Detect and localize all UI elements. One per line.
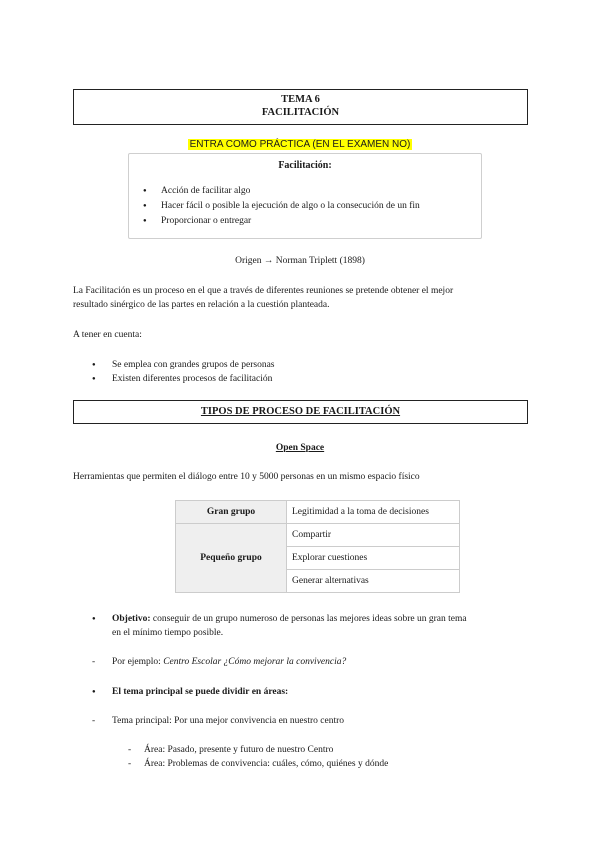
example-item: [92, 655, 346, 669]
example-prefix: Por ejemplo:: [112, 657, 164, 667]
pequeno-grupo-header: Pequeño grupo: [176, 524, 287, 593]
table-row: [176, 501, 460, 524]
main-theme-text: - Tema principal: Por una mejor convivencia en nuestro centro: [92, 714, 344, 728]
list-item: ● Se emplea con grandes grupos de personas: [92, 358, 275, 372]
section-title: TIPOS DE PROCESO DE FACILITACIÓN: [200, 406, 401, 417]
table-cell: Legitimidad a la toma de decisiones: [287, 501, 460, 524]
main-theme-note: [92, 685, 288, 699]
list-item: ● Acción de facilitar algo: [143, 184, 420, 199]
intro-line-2: resultado sinérgico de las partes en relación a la cuestión planteada.: [73, 300, 330, 310]
list-item: - Área: Problemas de convivencia: cuáles, cómo, quiénes y dónde: [128, 757, 388, 771]
table-cell: Generar alternativas: [287, 570, 460, 593]
highlighted-note: ENTRA COMO PRÁCTICA (EN EL EXAMEN NO): [189, 139, 411, 150]
definition-list: [143, 184, 420, 229]
section-title-box: [73, 400, 528, 424]
table-row: [176, 524, 460, 547]
intro-paragraph: [73, 284, 533, 312]
objective-line: [92, 612, 532, 626]
objective-text: conseguir de un grupo numeroso de personas las mejores ideas sobre un gran tema: [150, 614, 467, 624]
practice-note-banner: [0, 139, 600, 150]
table-cell: Explorar cuestiones: [287, 547, 460, 570]
open-space-table: [175, 500, 460, 593]
topic-title: FACILITACIÓN: [261, 107, 340, 118]
notes-label: A tener en cuenta:: [73, 330, 142, 340]
open-space-subtitle: Open Space: [275, 443, 325, 453]
origin-line: Origen → Norman Triplett (1898): [235, 256, 365, 266]
list-item: ● Hacer fácil o posible la ejecución de algo o la consecución de un fin: [143, 199, 420, 214]
definition-box: [128, 153, 482, 239]
objective-label: Objetivo:: [112, 614, 151, 624]
intro-line-1: La Facilitación es un proceso en el que a través de diferentes reuniones se pretende obtener el mejor: [73, 286, 454, 296]
list-item: ● Proporcionar o entregar: [143, 214, 420, 229]
topic-number: TEMA 6: [281, 94, 320, 105]
gran-grupo-header: Gran grupo: [176, 501, 287, 524]
main-theme-item: [92, 714, 344, 728]
definition-title: Facilitación:: [278, 160, 332, 171]
document-title-box: [73, 89, 528, 125]
example-italic: Centro Escolar ¿Cómo mejorar la convivencia?: [163, 657, 347, 667]
list-item: ● Existen diferentes procesos de facilitación: [92, 372, 275, 386]
objective-text-cont: en el mínimo tiempo posible.: [112, 628, 224, 638]
notes-list: [92, 358, 275, 386]
table-cell: Compartir: [287, 524, 460, 547]
main-theme-note-text: ● El tema principal se puede dividir en áreas:: [92, 685, 288, 699]
list-item: - Área: Pasado, presente y futuro de nuestro Centro: [128, 743, 388, 757]
areas-list: [128, 743, 388, 771]
objective-item: [92, 612, 532, 640]
open-space-description: Herramientas que permiten el diálogo entre 10 y 5000 personas en un mismo espacio físico: [73, 472, 420, 482]
example-line: [92, 655, 346, 669]
